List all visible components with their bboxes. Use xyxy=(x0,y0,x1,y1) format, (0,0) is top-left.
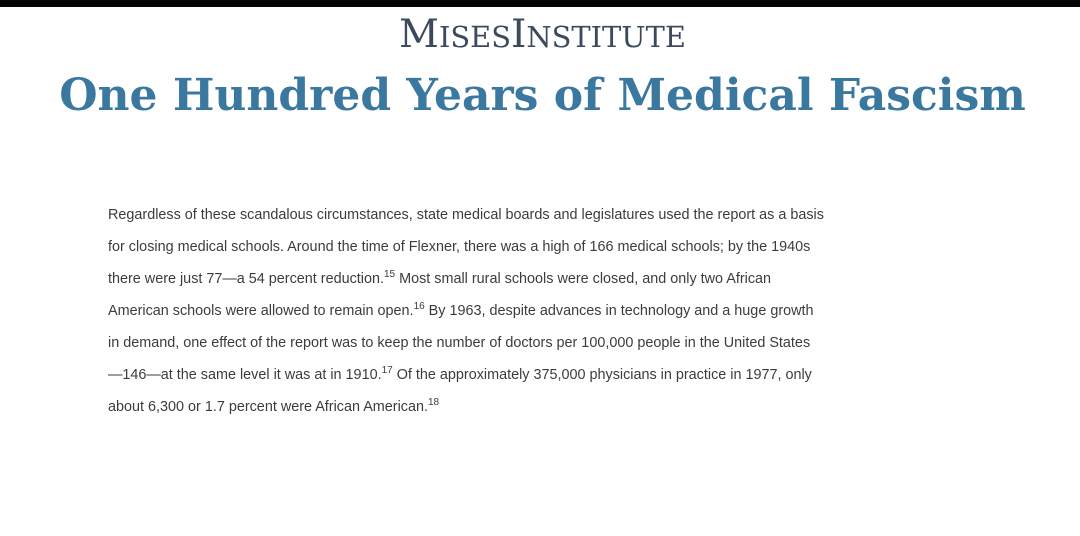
body-paragraph xyxy=(108,199,1008,423)
footnote-ref-17: 17 xyxy=(381,365,393,376)
footnote-ref-15: 15 xyxy=(383,269,396,280)
footnote-ref-18: 18 xyxy=(427,397,440,408)
document-title: One Hundred Years of Medical Fascism xyxy=(59,70,1026,121)
org-name-part-nstitute: NSTITUTE xyxy=(526,20,686,54)
paragraph-line: American schools were allowed to remain open.$^{16}$ By 1963, despite advances in technology and a huge growth xyxy=(108,301,814,319)
top-black-bar xyxy=(0,0,1080,7)
org-name-initial-i: I xyxy=(510,12,527,57)
org-name-part-ises: ISES xyxy=(438,20,511,54)
paragraph-line: for closing medical schools. Around the time of Flexner, there was a high of 166 medical schools; by the 1940s xyxy=(108,239,811,255)
org-name-initial-m: M xyxy=(399,12,439,57)
footnote-ref-16: 16 xyxy=(413,301,425,312)
org-name xyxy=(0,8,1080,64)
paragraph-line: there were just 77—a 54 percent reduction.$^{15}$ Most small rural schools were closed, and only two African xyxy=(108,269,772,287)
paragraph-line: about 6,300 or 1.7 percent were African American.$^{18}$ xyxy=(108,397,440,415)
paragraph-line: —146—at the same level it was at in 1910.17 Of the approximately 375,000 physicians in practice in 1977, only xyxy=(108,365,812,383)
paragraph-line: Regardless of these scandalous circumstances, state medical boards and legislatures used the report as a basis xyxy=(108,207,824,223)
paragraph-line: in demand, one effect of the report was to keep the number of doctors per 100,000 people in the United States xyxy=(108,335,811,351)
